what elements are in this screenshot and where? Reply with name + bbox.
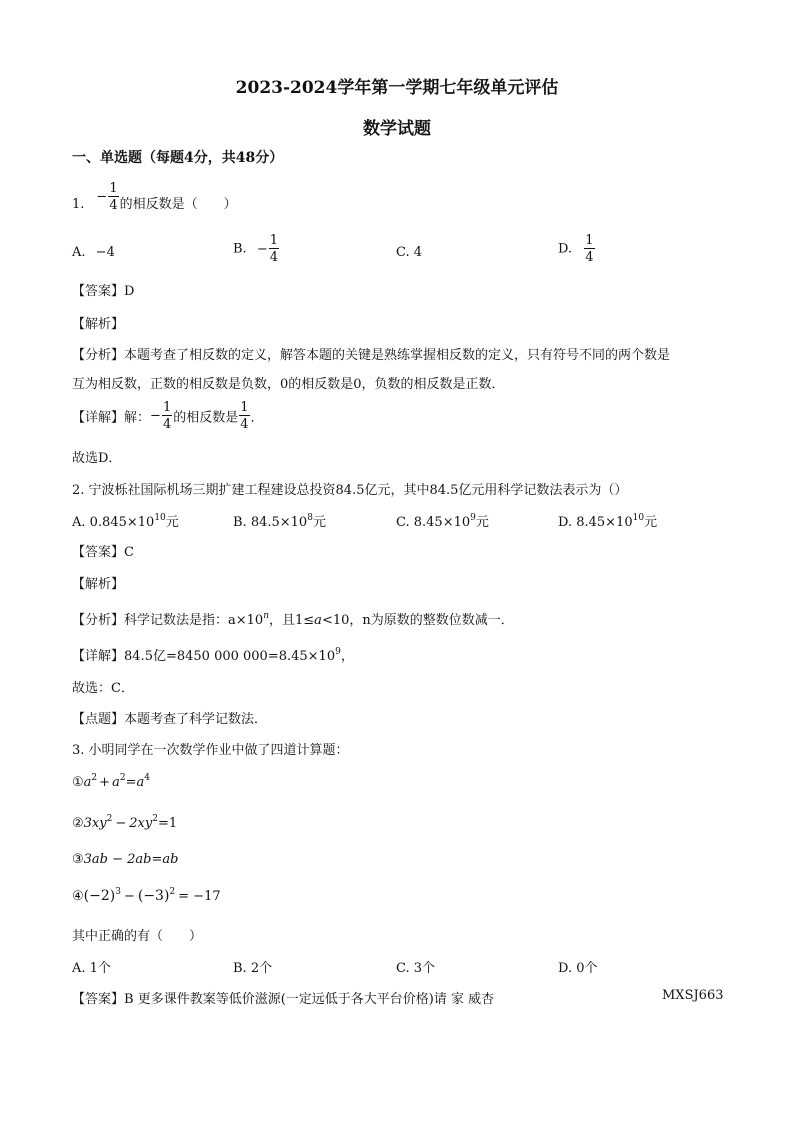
option-c: C. 4 [396, 245, 423, 260]
circle-number: ④ [72, 889, 84, 904]
unit: 元 [644, 515, 658, 530]
fraction-1-4 [162, 401, 172, 431]
detail-tag: 【详解】 [72, 410, 125, 426]
exponent: 3 [115, 887, 121, 897]
unit: 元 [312, 515, 326, 530]
point-tag: 【点题】 [72, 712, 125, 727]
operator: − [115, 816, 127, 831]
circle-number: ① [72, 775, 84, 790]
option-text: D. 8.45×10 [558, 515, 633, 530]
term: 3xy [83, 816, 107, 831]
analysis-1-line-1 [72, 344, 670, 363]
numerator: 1 [240, 400, 249, 415]
option-b: B. 2个 [233, 961, 273, 976]
circle-number: ② [72, 816, 84, 831]
detail-tag: 【详解】 [72, 649, 125, 664]
analysis-tag: 【解析】 [72, 577, 125, 592]
operator: − [123, 889, 135, 904]
answer-tag: 【答案】 [72, 992, 125, 1007]
question-2: 2. 宁波栎社国际机场三期扩建工程建设总投资84.5亿元，其中84.5亿元用科学记数法表示为（） [72, 483, 628, 498]
term: (−2) [83, 888, 116, 904]
circle-number: ③ [72, 852, 84, 867]
denominator: 4 [240, 417, 249, 432]
operator: =1 [157, 816, 178, 831]
detail-2 [72, 645, 354, 664]
fraction-1-4 [269, 234, 279, 264]
option-value: −4 [95, 245, 115, 260]
option-label: B. [233, 241, 247, 257]
analysis-2 [72, 609, 514, 628]
term: (−3) [137, 888, 170, 904]
option-d [558, 234, 596, 264]
numerator: 1 [109, 181, 118, 196]
analysis-1-line-2: 互为相反数，正数的相反数是负数，0的相反数是0，负数的相反数是正数． [72, 377, 505, 392]
question-1 [72, 182, 237, 212]
exponent: 2 [106, 814, 113, 824]
exponent: 10 [632, 513, 645, 523]
answer-text: B 更多课件教案等低价滋源(一定远低于各大平台价格)请 家 威杏 [124, 992, 495, 1007]
exponent: 9 [335, 647, 341, 657]
analysis-tag: 【解析】 [72, 317, 125, 332]
numerator: 1 [162, 400, 172, 415]
minus-sign: − [150, 408, 161, 424]
denominator: 4 [269, 250, 279, 265]
term: a [83, 775, 92, 790]
variable-a: a [314, 613, 322, 628]
term: a [136, 775, 145, 790]
denominator: 4 [162, 417, 172, 432]
detail-text: 84.5亿=8450 000 000=8.45×10 [124, 649, 336, 664]
expression-3 [72, 852, 178, 867]
exponent: 4 [144, 773, 150, 783]
fraction-1-4 [108, 182, 118, 212]
numerator: 1 [585, 233, 594, 248]
expression-4 [72, 888, 221, 904]
fenxi-text: <10，n为原数的整数位数减一． [321, 613, 514, 628]
option-text: C. 8.45×10 [396, 515, 471, 530]
answer-tag: 【答案】 [72, 545, 125, 560]
expression-2 [72, 816, 177, 831]
unit: 元 [475, 515, 489, 530]
question-number: 1. [72, 197, 85, 212]
detail-prefix: 解： [124, 410, 151, 426]
operator: = −17 [178, 889, 221, 904]
choose-1: 故选D． [72, 451, 122, 466]
exponent: 9 [470, 513, 476, 523]
exponent: 8 [307, 513, 313, 523]
detail-end: ． [250, 410, 264, 426]
question-3: 3. 小明同学在一次数学作业中做了四道计算题： [72, 743, 349, 758]
unit: 元 [165, 515, 179, 530]
operator: = [125, 775, 137, 790]
detail-end: ， [340, 649, 354, 664]
fraction-1-4 [239, 401, 249, 431]
denominator: 4 [585, 250, 594, 265]
point-text: 本题考查了科学记数法． [124, 712, 268, 727]
answer-3 [72, 988, 494, 1007]
exponent: 10 [154, 513, 166, 523]
option-text: B. 84.5×10 [233, 515, 308, 530]
detail-middle: 的相反数是 [173, 410, 239, 426]
watermark-code: MXSJ663 [662, 988, 724, 1003]
operator: + [99, 775, 111, 790]
point-2 [72, 708, 267, 727]
fraction-1-4 [584, 234, 594, 264]
option-a: A. 1个 [72, 961, 111, 976]
denominator: 4 [109, 198, 118, 213]
page-subtitle: 数学试题 [363, 119, 431, 139]
option-c [396, 511, 489, 530]
option-a [72, 245, 115, 260]
option-c: C. 3个 [396, 961, 436, 976]
numerator: 1 [269, 233, 279, 248]
option-a [72, 511, 179, 530]
section-heading: 一、单选题（每题4分，共48分） [72, 150, 284, 166]
expression-text: 3ab − 2ab=ab [83, 852, 179, 867]
term: 2xy [129, 816, 153, 831]
exponent: 2 [119, 773, 126, 783]
option-d [558, 511, 657, 530]
option-d: D. 0个 [558, 961, 598, 976]
answer-1 [72, 280, 134, 299]
minus-sign: − [256, 241, 268, 257]
option-b [233, 511, 326, 530]
choose-2: 故选：C． [72, 681, 134, 696]
fenxi-text: 本题考查了相反数的定义，解答本题的关键是熟练掌握相反数的定义，只有符号不同的两个数是 [124, 348, 671, 363]
minus-sign: − [96, 189, 108, 205]
answer-tag: 【答案】 [72, 284, 125, 299]
answer-2 [72, 541, 134, 560]
option-label: A. [72, 245, 86, 260]
fraction [96, 182, 119, 212]
exponent: 2 [169, 887, 176, 897]
term: a [112, 775, 120, 790]
question-3-ask: 其中正确的有（ ） [72, 929, 203, 944]
answer-value: D [124, 284, 135, 299]
detail-1 [72, 401, 264, 431]
fenxi-tag: 【分析】 [72, 348, 125, 363]
option-b [233, 234, 280, 264]
fenxi-text: 科学记数法是指：a×10 [124, 613, 264, 628]
option-label: D. [558, 241, 573, 257]
answer-value: C [124, 545, 134, 560]
option-text: A. 0.845×10 [72, 515, 155, 530]
fenxi-tag: 【分析】 [72, 613, 125, 628]
exponent: n [263, 611, 269, 621]
exponent: 2 [91, 773, 98, 783]
exponent: 2 [152, 814, 158, 824]
expression-1 [72, 775, 150, 790]
question-stem: 的相反数是（ ） [119, 197, 237, 212]
fenxi-text: ，且1≤ [269, 613, 315, 628]
page-title: 2023-2024学年第一学期七年级单元评估 [235, 78, 559, 98]
